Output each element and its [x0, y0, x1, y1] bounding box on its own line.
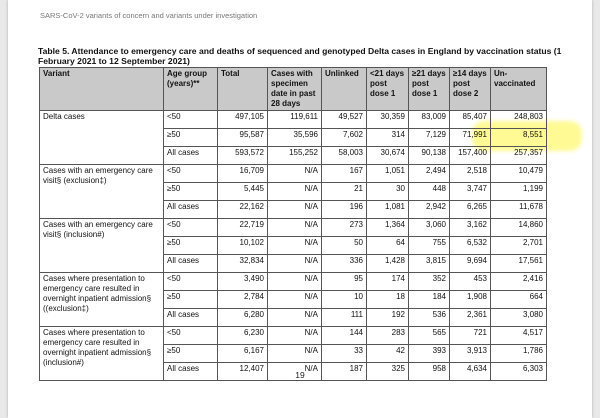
value-cell: 2,416 — [491, 273, 547, 291]
value-cell: 1,908 — [450, 291, 491, 309]
group-label: Cases with an emergency care visit§ (exclusion‡) — [40, 165, 164, 219]
value-cell: 196 — [322, 201, 367, 219]
group-label: Delta cases — [40, 111, 164, 165]
value-cell: 2,361 — [450, 309, 491, 327]
value-cell: 58,003 — [322, 147, 367, 165]
value-cell: 17,561 — [491, 255, 547, 273]
value-cell: 30,674 — [367, 147, 409, 165]
age-group-cell: <50 — [164, 165, 218, 183]
value-cell: 1,081 — [367, 201, 409, 219]
value-cell: 7,129 — [409, 129, 450, 147]
value-cell: 755 — [409, 237, 450, 255]
table-row — [40, 219, 547, 237]
value-cell: N/A — [268, 273, 322, 291]
age-group-cell: <50 — [164, 111, 218, 129]
value-cell: 167 — [322, 165, 367, 183]
value-cell: 10,479 — [491, 165, 547, 183]
header-cell: ≥14 days post dose 2 — [450, 68, 491, 111]
table-row — [40, 273, 547, 291]
value-cell: 1,051 — [367, 165, 409, 183]
group-label: Cases where presentation to emergency care resulted in overnight inpatient admission§ (inclusion#) — [40, 327, 164, 381]
age-group-cell: <50 — [164, 219, 218, 237]
value-cell: 448 — [409, 183, 450, 201]
value-cell: 1,199 — [491, 183, 547, 201]
value-cell: 50 — [322, 237, 367, 255]
value-cell: 3,162 — [450, 219, 491, 237]
value-cell: 187 — [322, 363, 367, 381]
value-cell: 6,280 — [218, 309, 268, 327]
value-cell: N/A — [268, 165, 322, 183]
value-cell: 248,803 — [491, 111, 547, 129]
value-cell: 2,518 — [450, 165, 491, 183]
value-cell: 10,102 — [218, 237, 268, 255]
value-cell: 497,105 — [218, 111, 268, 129]
value-cell: 18 — [367, 291, 409, 309]
header-cell: Total — [218, 68, 268, 111]
age-group-cell: ≥50 — [164, 345, 218, 363]
value-cell: 4,517 — [491, 327, 547, 345]
value-cell: N/A — [268, 255, 322, 273]
value-cell: 257,357 — [491, 147, 547, 165]
table-caption: Table 5. Attendance to emergency care and deaths of sequenced and genotyped Delta cases in England by vaccination status (1 February 2021 to 12 September 2021) — [38, 46, 562, 66]
value-cell: 2,784 — [218, 291, 268, 309]
value-cell: 71,991 — [450, 129, 491, 147]
value-cell: 1,786 — [491, 345, 547, 363]
age-group-cell: All cases — [164, 363, 218, 381]
age-group-cell: ≥50 — [164, 291, 218, 309]
header-cell: Un-vaccinated — [491, 68, 547, 111]
value-cell: 3,815 — [409, 255, 450, 273]
value-cell: 1,428 — [367, 255, 409, 273]
value-cell: 7,602 — [322, 129, 367, 147]
value-cell: 16,709 — [218, 165, 268, 183]
value-cell: 664 — [491, 291, 547, 309]
value-cell: 9,694 — [450, 255, 491, 273]
results-table — [39, 67, 547, 381]
value-cell: 10 — [322, 291, 367, 309]
age-group-cell: All cases — [164, 147, 218, 165]
age-group-cell: ≥50 — [164, 129, 218, 147]
value-cell: 6,230 — [218, 327, 268, 345]
value-cell: 111 — [322, 309, 367, 327]
value-cell: 3,913 — [450, 345, 491, 363]
table-body — [40, 111, 547, 381]
value-cell: N/A — [268, 309, 322, 327]
value-cell: N/A — [268, 345, 322, 363]
value-cell: 11,678 — [491, 201, 547, 219]
value-cell: 90,138 — [409, 147, 450, 165]
value-cell: 6,167 — [218, 345, 268, 363]
value-cell: 184 — [409, 291, 450, 309]
value-cell: 30,359 — [367, 111, 409, 129]
value-cell: 95 — [322, 273, 367, 291]
value-cell: 33 — [322, 345, 367, 363]
header-cell: ≥21 days post dose 1 — [409, 68, 450, 111]
document-page — [8, 0, 592, 418]
value-cell: 85,407 — [450, 111, 491, 129]
value-cell: 3,490 — [218, 273, 268, 291]
header-cell: Cases with specimen date in past 28 days — [268, 68, 322, 111]
header-cell: Variant — [40, 68, 164, 111]
value-cell: 32,834 — [218, 255, 268, 273]
table-row — [40, 165, 547, 183]
value-cell: 35,596 — [268, 129, 322, 147]
value-cell: 314 — [367, 129, 409, 147]
value-cell: 22,162 — [218, 201, 268, 219]
header-cell: Unlinked — [322, 68, 367, 111]
value-cell: 12,407 — [218, 363, 268, 381]
value-cell: 453 — [450, 273, 491, 291]
value-cell: N/A — [268, 291, 322, 309]
value-cell: 119,611 — [268, 111, 322, 129]
value-cell: N/A — [268, 219, 322, 237]
value-cell: 283 — [367, 327, 409, 345]
value-cell: N/A — [268, 201, 322, 219]
value-cell: 157,400 — [450, 147, 491, 165]
value-cell: 958 — [409, 363, 450, 381]
value-cell: 14,860 — [491, 219, 547, 237]
age-group-cell: All cases — [164, 309, 218, 327]
group-label: Cases with an emergency care visit§ (inclusion#) — [40, 219, 164, 273]
value-cell: 536 — [409, 309, 450, 327]
page-number: 19 — [295, 370, 305, 380]
value-cell: 49,527 — [322, 111, 367, 129]
value-cell: N/A — [268, 363, 322, 381]
header-cell: <21 days post dose 1 — [367, 68, 409, 111]
value-cell: 4,634 — [450, 363, 491, 381]
value-cell: 174 — [367, 273, 409, 291]
table-row — [40, 111, 547, 129]
value-cell: 2,494 — [409, 165, 450, 183]
value-cell: 3,080 — [491, 309, 547, 327]
value-cell: N/A — [268, 183, 322, 201]
age-group-cell: <50 — [164, 327, 218, 345]
value-cell: 565 — [409, 327, 450, 345]
value-cell: 8,551 — [491, 129, 547, 147]
value-cell: 42 — [367, 345, 409, 363]
value-cell: 30 — [367, 183, 409, 201]
age-group-cell: <50 — [164, 273, 218, 291]
value-cell: 5,445 — [218, 183, 268, 201]
value-cell: 6,303 — [491, 363, 547, 381]
value-cell: 64 — [367, 237, 409, 255]
table-row — [40, 327, 547, 345]
value-cell: 273 — [322, 219, 367, 237]
value-cell: 21 — [322, 183, 367, 201]
age-group-cell: ≥50 — [164, 237, 218, 255]
value-cell: 721 — [450, 327, 491, 345]
age-group-cell: ≥50 — [164, 183, 218, 201]
value-cell: 2,942 — [409, 201, 450, 219]
age-group-cell: All cases — [164, 255, 218, 273]
value-cell: 336 — [322, 255, 367, 273]
age-group-cell: All cases — [164, 201, 218, 219]
value-cell: 393 — [409, 345, 450, 363]
value-cell: 192 — [367, 309, 409, 327]
value-cell: 144 — [322, 327, 367, 345]
running-header: SARS-CoV-2 variants of concern and variants under investigation — [40, 11, 258, 20]
value-cell: 325 — [367, 363, 409, 381]
value-cell: 2,701 — [491, 237, 547, 255]
value-cell: 6,265 — [450, 201, 491, 219]
value-cell: 593,572 — [218, 147, 268, 165]
value-cell: 6,532 — [450, 237, 491, 255]
value-cell: N/A — [268, 327, 322, 345]
header-cell: Age group (years)** — [164, 68, 218, 111]
value-cell: 95,587 — [218, 129, 268, 147]
value-cell: 3,060 — [409, 219, 450, 237]
value-cell: 83,009 — [409, 111, 450, 129]
value-cell: 155,252 — [268, 147, 322, 165]
value-cell: 22,719 — [218, 219, 268, 237]
value-cell: N/A — [268, 237, 322, 255]
header-row — [40, 68, 547, 111]
value-cell: 1,364 — [367, 219, 409, 237]
group-label: Cases where presentation to emergency care resulted in overnight inpatient admission§ ((exclusion‡) — [40, 273, 164, 327]
value-cell: 3,747 — [450, 183, 491, 201]
value-cell: 352 — [409, 273, 450, 291]
